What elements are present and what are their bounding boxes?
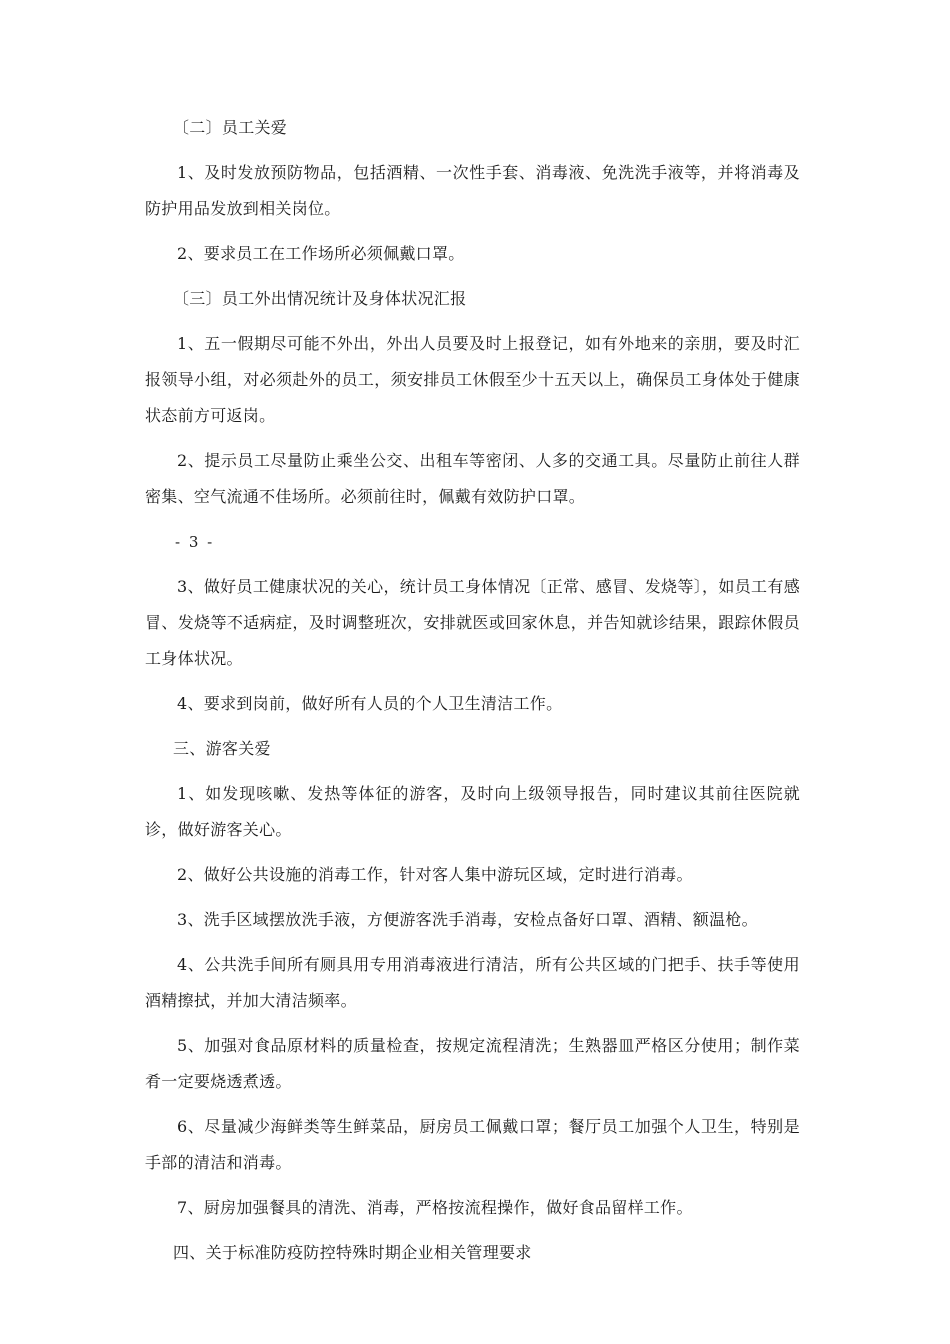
- paragraph-staff-care-1: 1、及时发放预防物品，包括酒精、一次性手套、消毒液、免洗洗手液等，并将消毒及防护用品发放到相关岗位。: [145, 163, 800, 218]
- paragraph-visitor-care-2: 2、做好公共设施的消毒工作，针对客人集中游玩区域，定时进行消毒。: [177, 865, 693, 884]
- section-heading-staff-travel: 〔三〕员工外出情况统计及身体状况汇报: [173, 289, 467, 308]
- page-number: - 3 -: [175, 533, 215, 551]
- section-heading-staff-care: 〔二〕员工关爱: [173, 118, 288, 137]
- paragraph-visitor-care-6: 6、尽量减少海鲜类等生鲜菜品，厨房员工佩戴口罩；餐厅员工加强个人卫生，特别是手部的清洁和消毒。: [145, 1117, 800, 1172]
- paragraph-visitor-care-7: 7、厨房加强餐具的清洗、消毒，严格按流程操作，做好食品留样工作。: [177, 1198, 693, 1217]
- document-page: [145, 110, 800, 1280]
- paragraph-visitor-care-1: 1、如发现咳嗽、发热等体征的游客，及时向上级领导报告，同时建议其前往医院就诊，做好游客关心。: [145, 784, 800, 839]
- paragraph-visitor-care-4: 4、公共洗手间所有厕具用专用消毒液进行清洁，所有公共区域的门把手、扶手等使用酒精擦拭，并加大清洁频率。: [145, 955, 800, 1010]
- paragraph-visitor-care-3: 3、洗手区域摆放洗手液，方便游客洗手消毒，安检点备好口罩、酒精、额温枪。: [177, 910, 758, 929]
- paragraph-visitor-care-5: 5、加强对食品原材料的质量检查，按规定流程清洗；生熟器皿严格区分使用；制作菜肴一定要烧透煮透。: [145, 1036, 800, 1091]
- paragraph-staff-care-2: 2、要求员工在工作场所必须佩戴口罩。: [177, 244, 465, 263]
- section-heading-management: 四、关于标准防疫防控特殊时期企业相关管理要求: [173, 1243, 532, 1262]
- paragraph-staff-travel-2: 2、提示员工尽量防止乘坐公交、出租车等密闭、人多的交通工具。尽量防止前往人群密集、空气流通不佳场所。必须前往时，佩戴有效防护口罩。: [145, 451, 800, 506]
- paragraph-staff-travel-4: 4、要求到岗前，做好所有人员的个人卫生清洁工作。: [177, 694, 563, 713]
- paragraph-staff-travel-3: 3、做好员工健康状况的关心，统计员工身体情况〔正常、感冒、发烧等〕，如员工有感冒、发烧等不适病症，及时调整班次，安排就医或回家休息，并告知就诊结果，跟踪休假员工身体状况。: [145, 577, 800, 668]
- section-heading-visitor-care: 三、游客关爱: [173, 739, 271, 758]
- paragraph-staff-travel-1: 1、五一假期尽可能不外出，外出人员要及时上报登记，如有外地来的亲朋，要及时汇报领导小组，对必须赴外的员工，须安排员工休假至少十五天以上，确保员工身体处于健康状态前方可返岗。: [145, 334, 800, 425]
